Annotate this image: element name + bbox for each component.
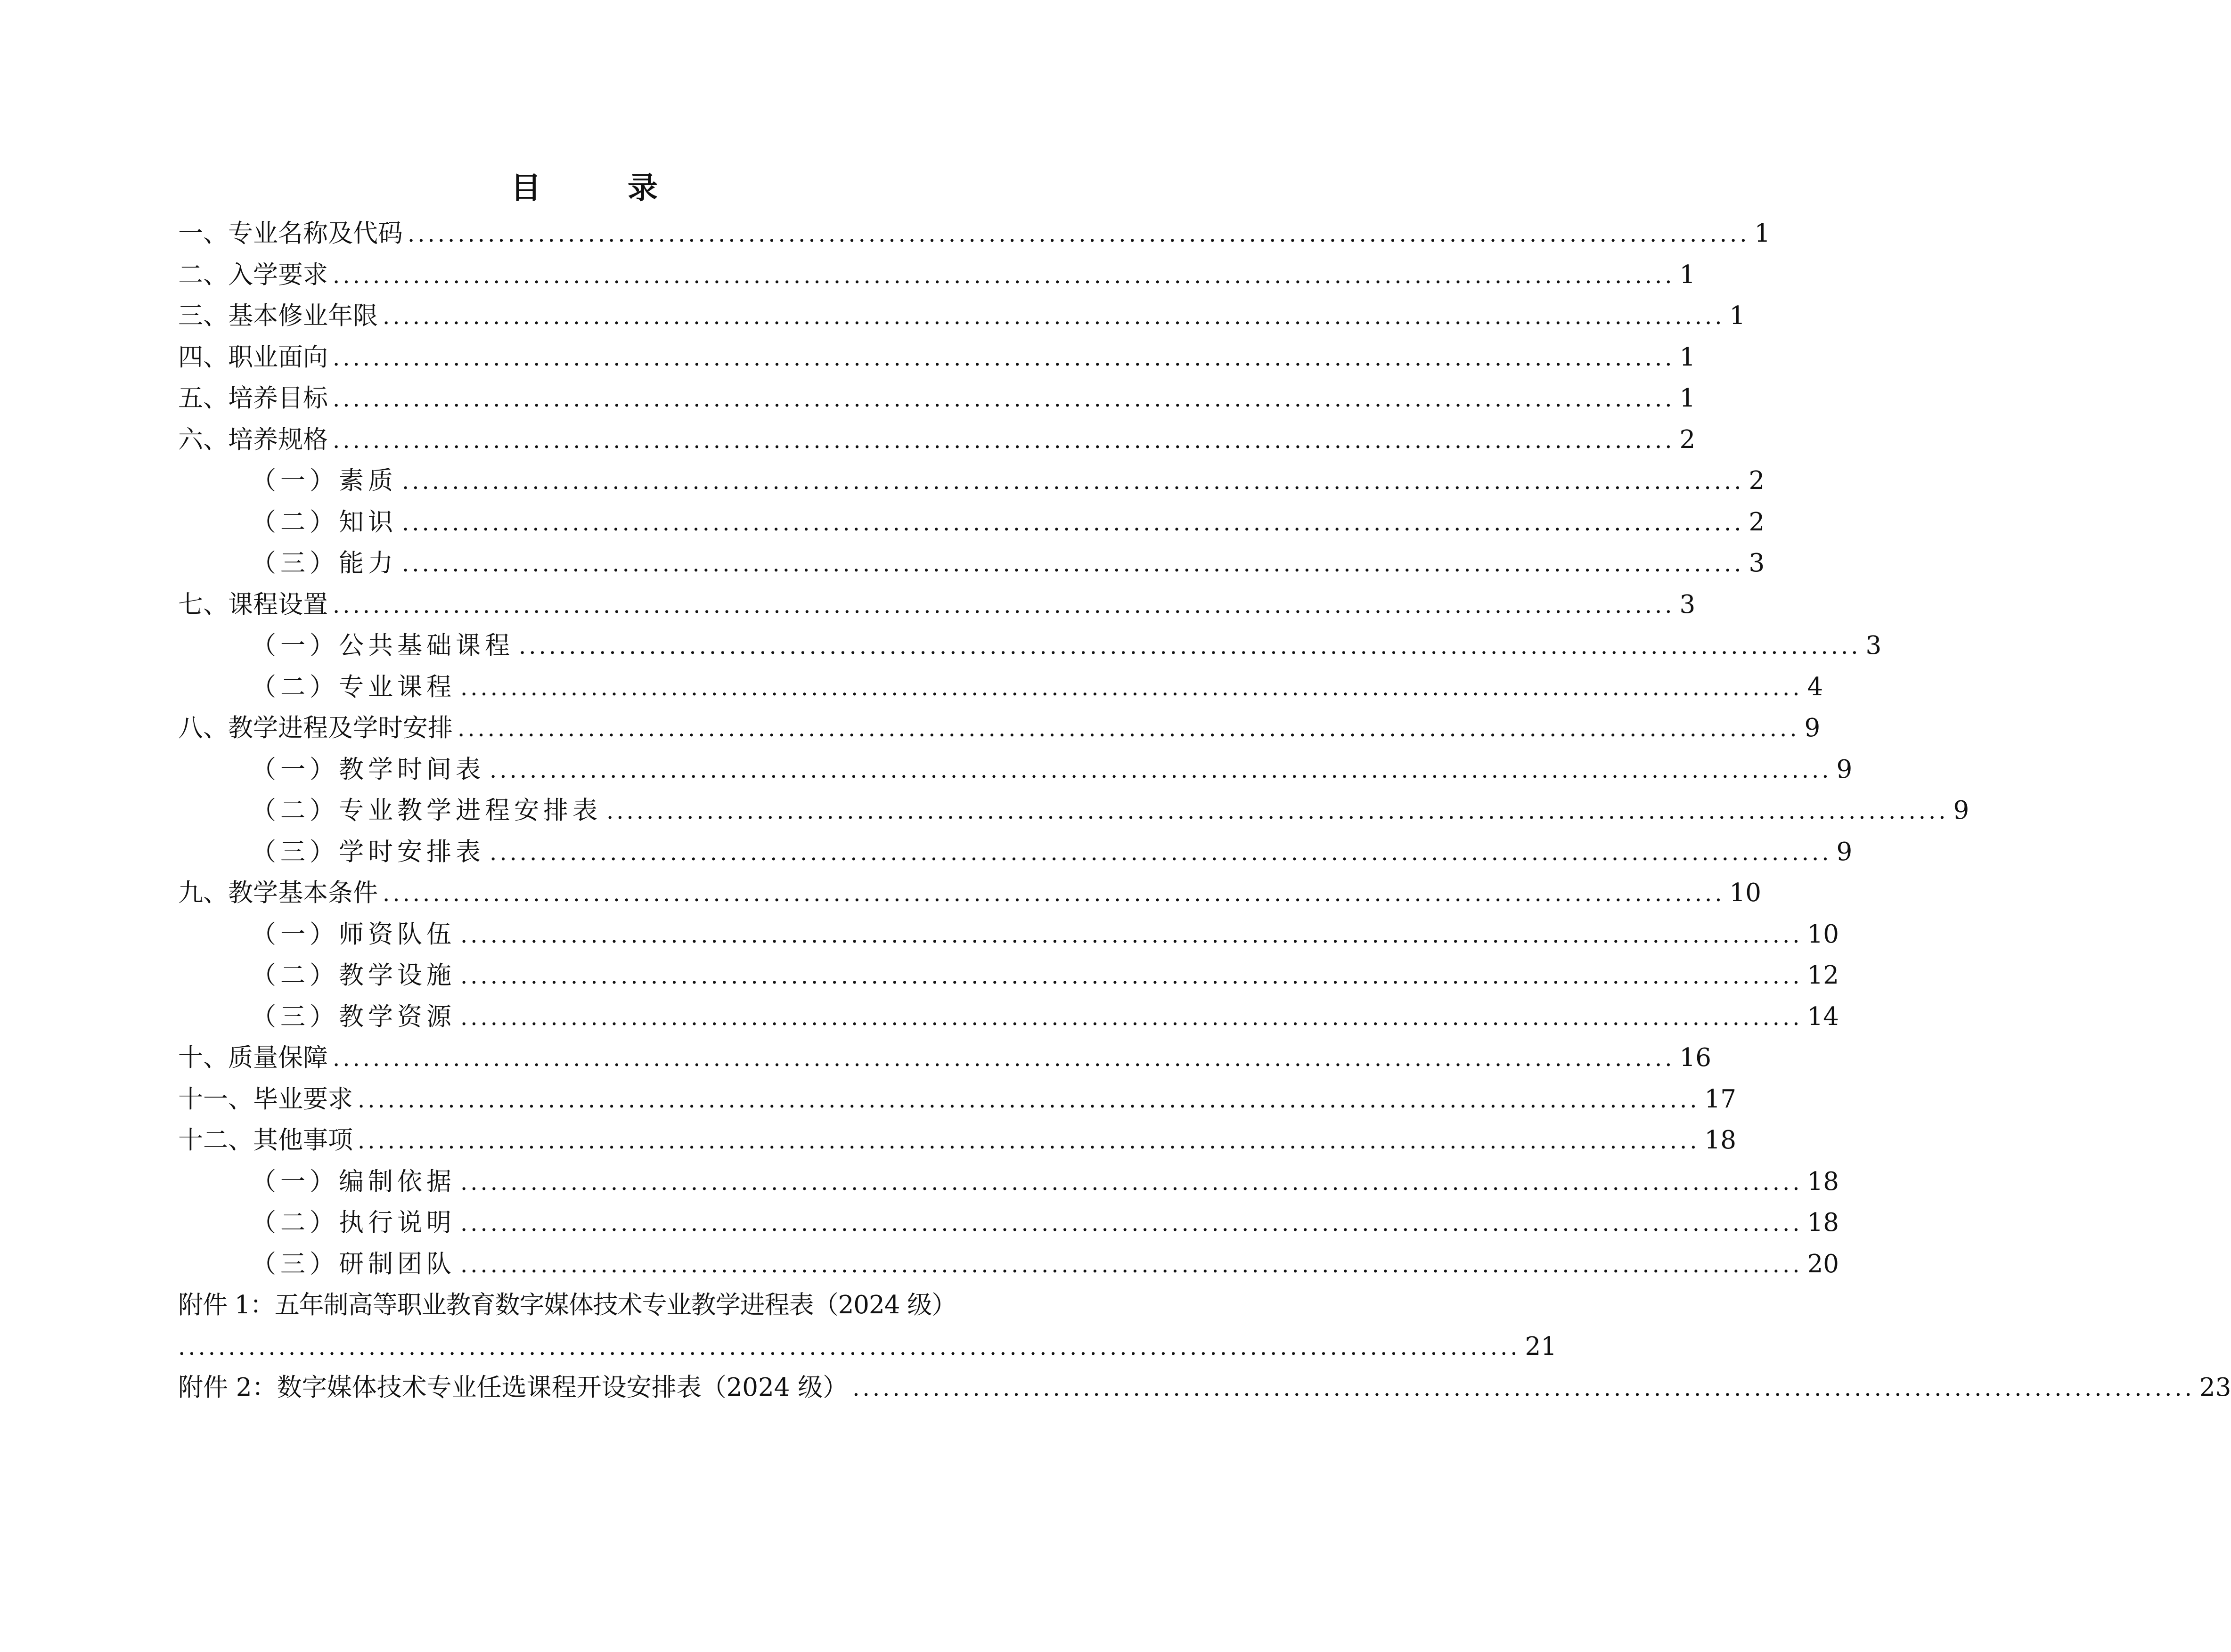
toc-leader-dots: ...................................................................................................................................... — [490, 839, 1832, 866]
toc-entry[interactable] — [178, 502, 1765, 543]
toc-entry-page: 17 — [1704, 1084, 1736, 1114]
toc-entry-label: （三）教学资源 — [251, 1002, 456, 1031]
toc-leader-dots: ...................................................................................................................................... — [490, 757, 1832, 783]
toc-entry-label: （三）学时安排表 — [251, 837, 485, 866]
toc-leader-dots: ...................................................................................................................................... — [333, 344, 1675, 371]
toc-entry[interactable] — [178, 337, 1696, 378]
toc-entry[interactable] — [178, 749, 1853, 790]
toc-leader-dots: ...................................................................................................................................... — [333, 262, 1675, 289]
toc-entry-label: 十二、其他事项 — [178, 1126, 353, 1155]
toc-entry-label: 四、职业面向 — [178, 342, 328, 372]
toc-entry-page: 14 — [1807, 1002, 1839, 1031]
toc-entry[interactable] — [178, 996, 1839, 1038]
toc-entry-label: （一）编制依据 — [251, 1167, 456, 1196]
toc-leader-dots: ...................................................................................................................................... — [333, 427, 1675, 454]
toc-entry[interactable] — [178, 1367, 2231, 1408]
toc-entry[interactable] — [178, 914, 1839, 955]
toc-entry[interactable] — [178, 1244, 1839, 1285]
toc-entry-page: 2 — [1679, 425, 1696, 454]
toc-entry-page: 1 — [1729, 301, 1746, 330]
toc-entry-page: 4 — [1807, 672, 1823, 701]
toc-entry[interactable] — [178, 378, 1696, 419]
toc-entry[interactable] — [178, 419, 1696, 461]
toc-entry[interactable] — [178, 1161, 1839, 1203]
toc-entry-label: （二）教学设施 — [251, 961, 456, 990]
toc-entry-label: （一）教学时间表 — [251, 755, 485, 784]
toc-leader-dots: ...................................................................................................................................... — [383, 303, 1725, 330]
toc-entry-label: 八、教学进程及学时安排 — [178, 714, 453, 742]
toc-leader-dots: ...................................................................................................................................... — [408, 221, 1750, 247]
toc-entry[interactable] — [178, 1326, 1557, 1367]
toc-leader-dots: ...................................................................................................................................... — [460, 674, 1803, 701]
toc-entry[interactable] — [178, 584, 1696, 626]
toc-entry[interactable] — [178, 1202, 1839, 1244]
toc-entry-label: 七、课程设置 — [178, 590, 328, 619]
toc-entry-page: 9 — [1804, 714, 1821, 742]
toc-entry-page: 2 — [1749, 466, 1765, 495]
toc-leader-dots: ...................................................................................................................................... — [460, 1251, 1803, 1278]
toc-entry[interactable] — [178, 1120, 1736, 1161]
toc-entry-page: 10 — [1807, 920, 1839, 949]
toc-leader-dots: ...................................................................................................................................... — [460, 963, 1803, 989]
toc-entry-page: 2 — [1749, 507, 1765, 537]
toc-entry-label: （一）师资队伍 — [251, 920, 456, 949]
toc-entry-label: （三）能力 — [251, 549, 397, 578]
toc-entry-label: 三、基本修业年限 — [178, 301, 378, 330]
toc-entry-page: 23 — [2199, 1373, 2231, 1402]
toc-entry[interactable] — [178, 790, 1969, 831]
toc-entry-label: 十、质量保障 — [178, 1043, 328, 1072]
toc-entry-page: 3 — [1865, 631, 1882, 660]
toc-entry[interactable] — [178, 831, 1853, 873]
toc-leader-dots: ...................................................................................................................................... — [460, 1169, 1803, 1196]
toc-entry-label: （二）知识 — [251, 507, 397, 537]
toc-entry-label: 一、专业名称及代码 — [178, 219, 403, 248]
toc-entry-label: （一）公共基础课程 — [251, 631, 514, 660]
toc-entry-page: 18 — [1704, 1126, 1736, 1155]
toc-entry[interactable] — [178, 1079, 1736, 1120]
toc-entry-label: （二）专业教学进程安排表 — [251, 796, 602, 825]
toc-entry-label: 附件 1：五年制高等职业教育数字媒体技术专业教学进程表（2024 级） — [178, 1291, 956, 1319]
toc-leader-dots: ...................................................................................................................................... — [460, 1210, 1803, 1237]
toc-entry-label: 附件 2：数字媒体技术专业任选课程开设安排表（2024 级） — [178, 1373, 848, 1402]
toc-entry-page: 12 — [1807, 961, 1839, 990]
toc-leader-dots: ...................................................................................................................................... — [358, 1128, 1700, 1154]
toc-leader-dots: ...................................................................................................................................... — [358, 1086, 1700, 1113]
toc-leader-dots: ...................................................................................................................................... — [333, 592, 1675, 618]
toc-entry-page: 9 — [1953, 796, 1969, 825]
toc-entry[interactable] — [178, 460, 1765, 502]
toc-entry-page: 21 — [1525, 1332, 1557, 1361]
toc-entry-page: 18 — [1807, 1208, 1839, 1237]
toc-entry[interactable] — [178, 543, 1765, 584]
toc-leader-dots: ...................................................................................................................................... — [402, 468, 1744, 495]
toc-entry[interactable] — [178, 667, 1823, 708]
toc-leader-dots: ...................................................................................................................................... — [519, 633, 1861, 659]
toc-entry[interactable] — [178, 295, 1746, 337]
toc-leader-dots: ...................................................................................................................................... — [383, 880, 1725, 907]
toc-entry-page: 1 — [1679, 384, 1696, 413]
toc-entry[interactable] — [178, 955, 1839, 996]
toc-entry-page: 16 — [1679, 1043, 1711, 1072]
toc-entry[interactable] — [178, 254, 1696, 296]
toc-title: 目 录 — [511, 171, 686, 206]
toc-entry-page: 18 — [1807, 1167, 1839, 1196]
toc-leader-dots: ...................................................................................................................................... — [333, 386, 1675, 412]
toc-leader-dots: ...................................................................................................................................... — [460, 1004, 1803, 1031]
toc-leader-dots: ...................................................................................................................................... — [852, 1375, 2195, 1401]
toc-entry-label: 九、教学基本条件 — [178, 879, 378, 907]
toc-entry-page: 3 — [1679, 590, 1696, 619]
toc-entry-label: 二、入学要求 — [178, 260, 328, 289]
toc-entry-label: 十一、毕业要求 — [178, 1084, 353, 1114]
toc-entry-page: 3 — [1749, 549, 1765, 578]
toc-leader-dots: ...................................................................................................................................... — [178, 1334, 1520, 1360]
toc-leader-dots: ...................................................................................................................................... — [460, 921, 1803, 948]
toc-leader-dots: ...................................................................................................................................... — [333, 1045, 1675, 1072]
toc-leader-dots: ...................................................................................................................................... — [402, 509, 1744, 536]
toc-entry-page: 10 — [1729, 879, 1761, 907]
toc-leader-dots: ...................................................................................................................................... — [606, 798, 1949, 824]
toc-entry-label: （一）素质 — [251, 466, 397, 495]
toc-entry-label: （三）研制团队 — [251, 1249, 456, 1278]
toc-entry-label: （二）专业课程 — [251, 672, 456, 701]
toc-entry-page: 1 — [1754, 219, 1771, 248]
toc-entry[interactable] — [178, 872, 1761, 914]
toc-entry-page: 9 — [1836, 755, 1853, 784]
table-of-contents — [178, 213, 2231, 1408]
toc-entry[interactable] — [178, 1285, 996, 1326]
toc-entry-page: 9 — [1836, 837, 1853, 866]
toc-entry[interactable] — [178, 708, 1821, 749]
toc-entry-label: （二）执行说明 — [251, 1208, 456, 1237]
toc-entry[interactable] — [178, 1037, 1711, 1079]
toc-leader-dots: ...................................................................................................................................... — [402, 551, 1744, 577]
toc-entry-page: 1 — [1679, 260, 1696, 289]
toc-entry[interactable] — [178, 213, 1771, 254]
toc-entry-label: 五、培养目标 — [178, 384, 328, 413]
toc-entry-page: 20 — [1807, 1249, 1839, 1278]
toc-entry[interactable] — [178, 625, 1882, 667]
toc-entry-label: 六、培养规格 — [178, 425, 328, 454]
toc-leader-dots: ...................................................................................................................................... — [458, 716, 1800, 742]
toc-entry-page: 1 — [1679, 342, 1696, 372]
